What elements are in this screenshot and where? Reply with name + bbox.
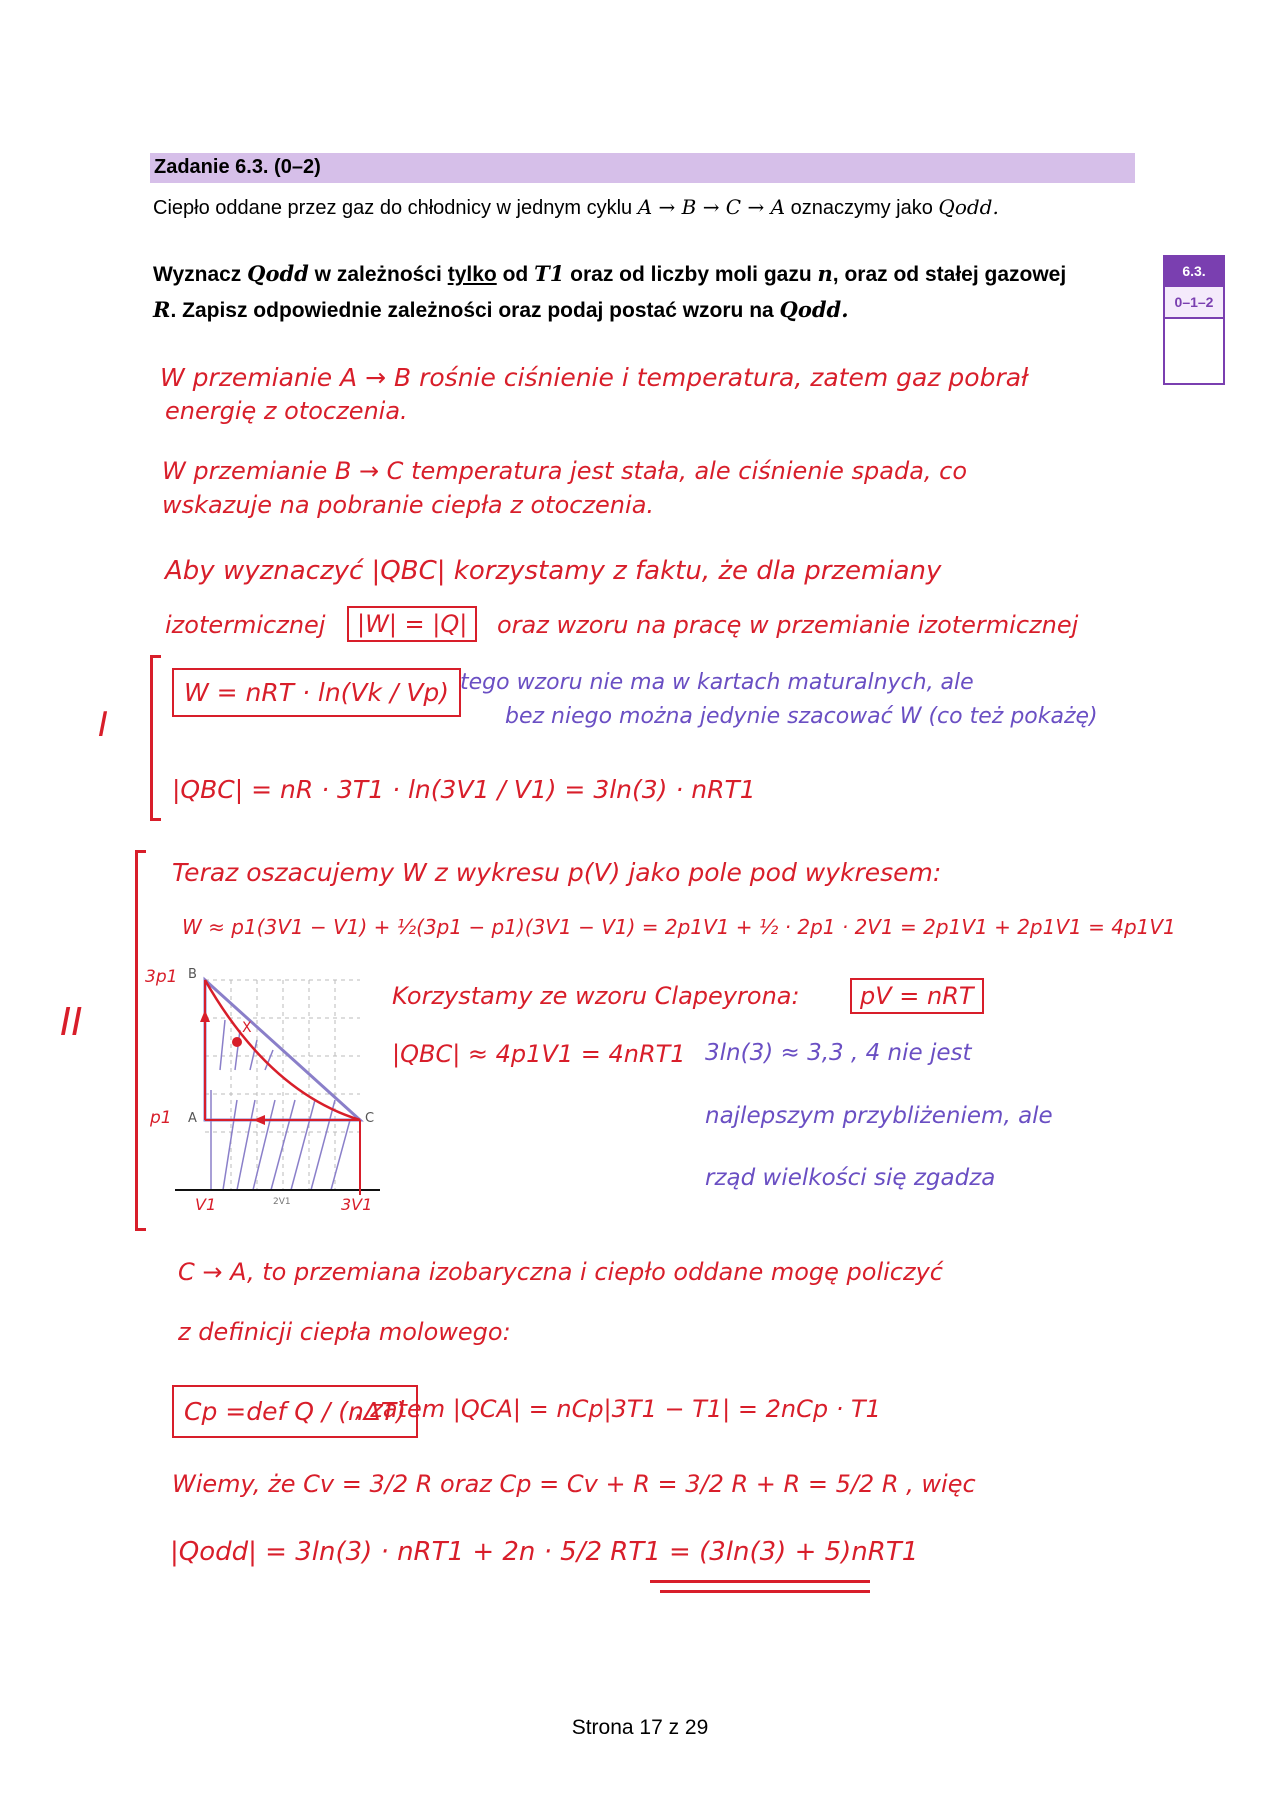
task-header: [150, 153, 1135, 183]
score-points: 0–1–2: [1165, 285, 1223, 317]
note-line-3: 3ln(3) ≈ 3,3 , 4 nie jest: [705, 1040, 972, 1066]
task-intro: Ciepło oddane przez gaz do chłodnicy w jednym cyklu A → B → C → A oznaczymy jako Qodd.: [153, 195, 999, 219]
sol-formula-qca: , zatem |QCA| = nCp|3T1 − T1| = 2nCp · T1: [355, 1395, 881, 1423]
note-line-4: najlepszym przybliżeniem, ale: [705, 1103, 1053, 1129]
page-footer: Strona 17 z 29: [571, 1716, 709, 1739]
point-x-marker: [232, 1037, 242, 1047]
score-label: 6.3.: [1165, 257, 1223, 285]
arrow-up-icon: [200, 1010, 210, 1022]
task-instruction: Wyznacz Qodd w zależności tylko od T1 oraz od liczby moli gazu n, oraz od stałej gazowej R. Zapisz odpowiednie zależności oraz podaj postać wzoru na Qodd.: [153, 261, 1067, 322]
sol-line-1: W przemianie A → B rośnie ciśnienie i temperatura, zatem gaz pobrał: [160, 363, 1029, 392]
sol-line-9: C → A, to przemiana izobaryczna i ciepło oddane mogę policzyć: [178, 1258, 943, 1286]
arrow-left-icon: [253, 1115, 265, 1125]
sol-formula-cp-def: Cp =def Q / (nΔT): [172, 1385, 418, 1438]
sol-line-6c: oraz wzoru na pracę w przemianie izotermicznej: [497, 611, 1079, 639]
score-box: [1163, 255, 1225, 385]
sol-formula-final: |Qodd| = 3ln(3) · nRT1 + 2n · 5/2 RT1 = (3ln(3) + 5)nRT1: [170, 1537, 919, 1567]
label-3p1: 3p1: [145, 967, 178, 987]
sol-line-4: wskazuje na pobranie ciepła z otoczenia.: [162, 491, 655, 519]
label-p1: p1: [150, 1108, 172, 1128]
task-title: Zadanie 6.3. (0–2): [154, 156, 321, 178]
sol-line-2: energię z otoczenia.: [165, 397, 408, 425]
sol-line-11: Wiemy, że Cv = 3/2 R oraz Cp = Cv + R = 3/2 R + R = 5/2 R , więc: [172, 1470, 976, 1498]
label-x: X: [242, 1020, 252, 1036]
sol-formula-clapeyron: pV = nRT: [850, 978, 984, 1014]
sol-formula-estimate: W ≈ p1(3V1 − V1) + ½(3p1 − p1)(3V1 − V1) = 2p1V1 + ½ · 2p1 · 2V1 = 2p1V1 + 2p1V1 = 4p1V1: [182, 915, 1176, 939]
sol-formula-work: W = nRT · ln(Vk / Vp): [172, 668, 461, 717]
label-b: B: [188, 967, 197, 982]
pv-cycle-path: [205, 980, 360, 1120]
final-underline-1: [650, 1580, 870, 1583]
note-line-2: bez niego można jedynie szacować W (co też pokażę): [505, 704, 1098, 729]
sol-line-6a: izotermicznej: [165, 611, 326, 639]
sol-formula-qbc-approx: |QBC| ≈ 4p1V1 = 4nRT1: [392, 1040, 686, 1068]
sol-line-3: W przemianie B → C temperatura jest stała, ale ciśnienie spada, co: [162, 457, 968, 485]
score-entry-field[interactable]: [1165, 317, 1223, 383]
marker-one: I: [98, 705, 109, 745]
label-v1: V1: [195, 1195, 217, 1214]
label-3v1: 3V1: [341, 1195, 373, 1214]
sol-formula-wq: |W| = |Q|: [347, 606, 477, 642]
label-2v1: 2V1: [273, 1197, 291, 1207]
label-c: C: [365, 1111, 375, 1126]
note-line-5: rząd wielkości się zgadza: [705, 1165, 996, 1191]
sol-formula-qbc: |QBC| = nR · 3T1 · ln(3V1 / V1) = 3ln(3) · nRT1: [172, 775, 756, 804]
sol-line-5: Aby wyznaczyć |QBC| korzystamy z faktu, że dla przemiany: [165, 556, 942, 586]
sol-line-7: Teraz oszacujemy W z wykresu p(V) jako pole pod wykresem:: [172, 858, 942, 887]
pv-hatching: [211, 1020, 350, 1190]
bracket-one: [150, 655, 161, 821]
marker-two: II: [60, 1000, 83, 1044]
pv-diagram: [145, 960, 395, 1220]
label-a: A: [188, 1111, 197, 1126]
note-line-1: tego wzoru nie ma w kartach maturalnych, ale: [460, 670, 974, 695]
sol-line-8: Korzystamy ze wzoru Clapeyrona:: [392, 982, 800, 1010]
final-underline-2: [660, 1590, 870, 1593]
sol-line-10: z definicji ciepła molowego:: [178, 1318, 511, 1346]
